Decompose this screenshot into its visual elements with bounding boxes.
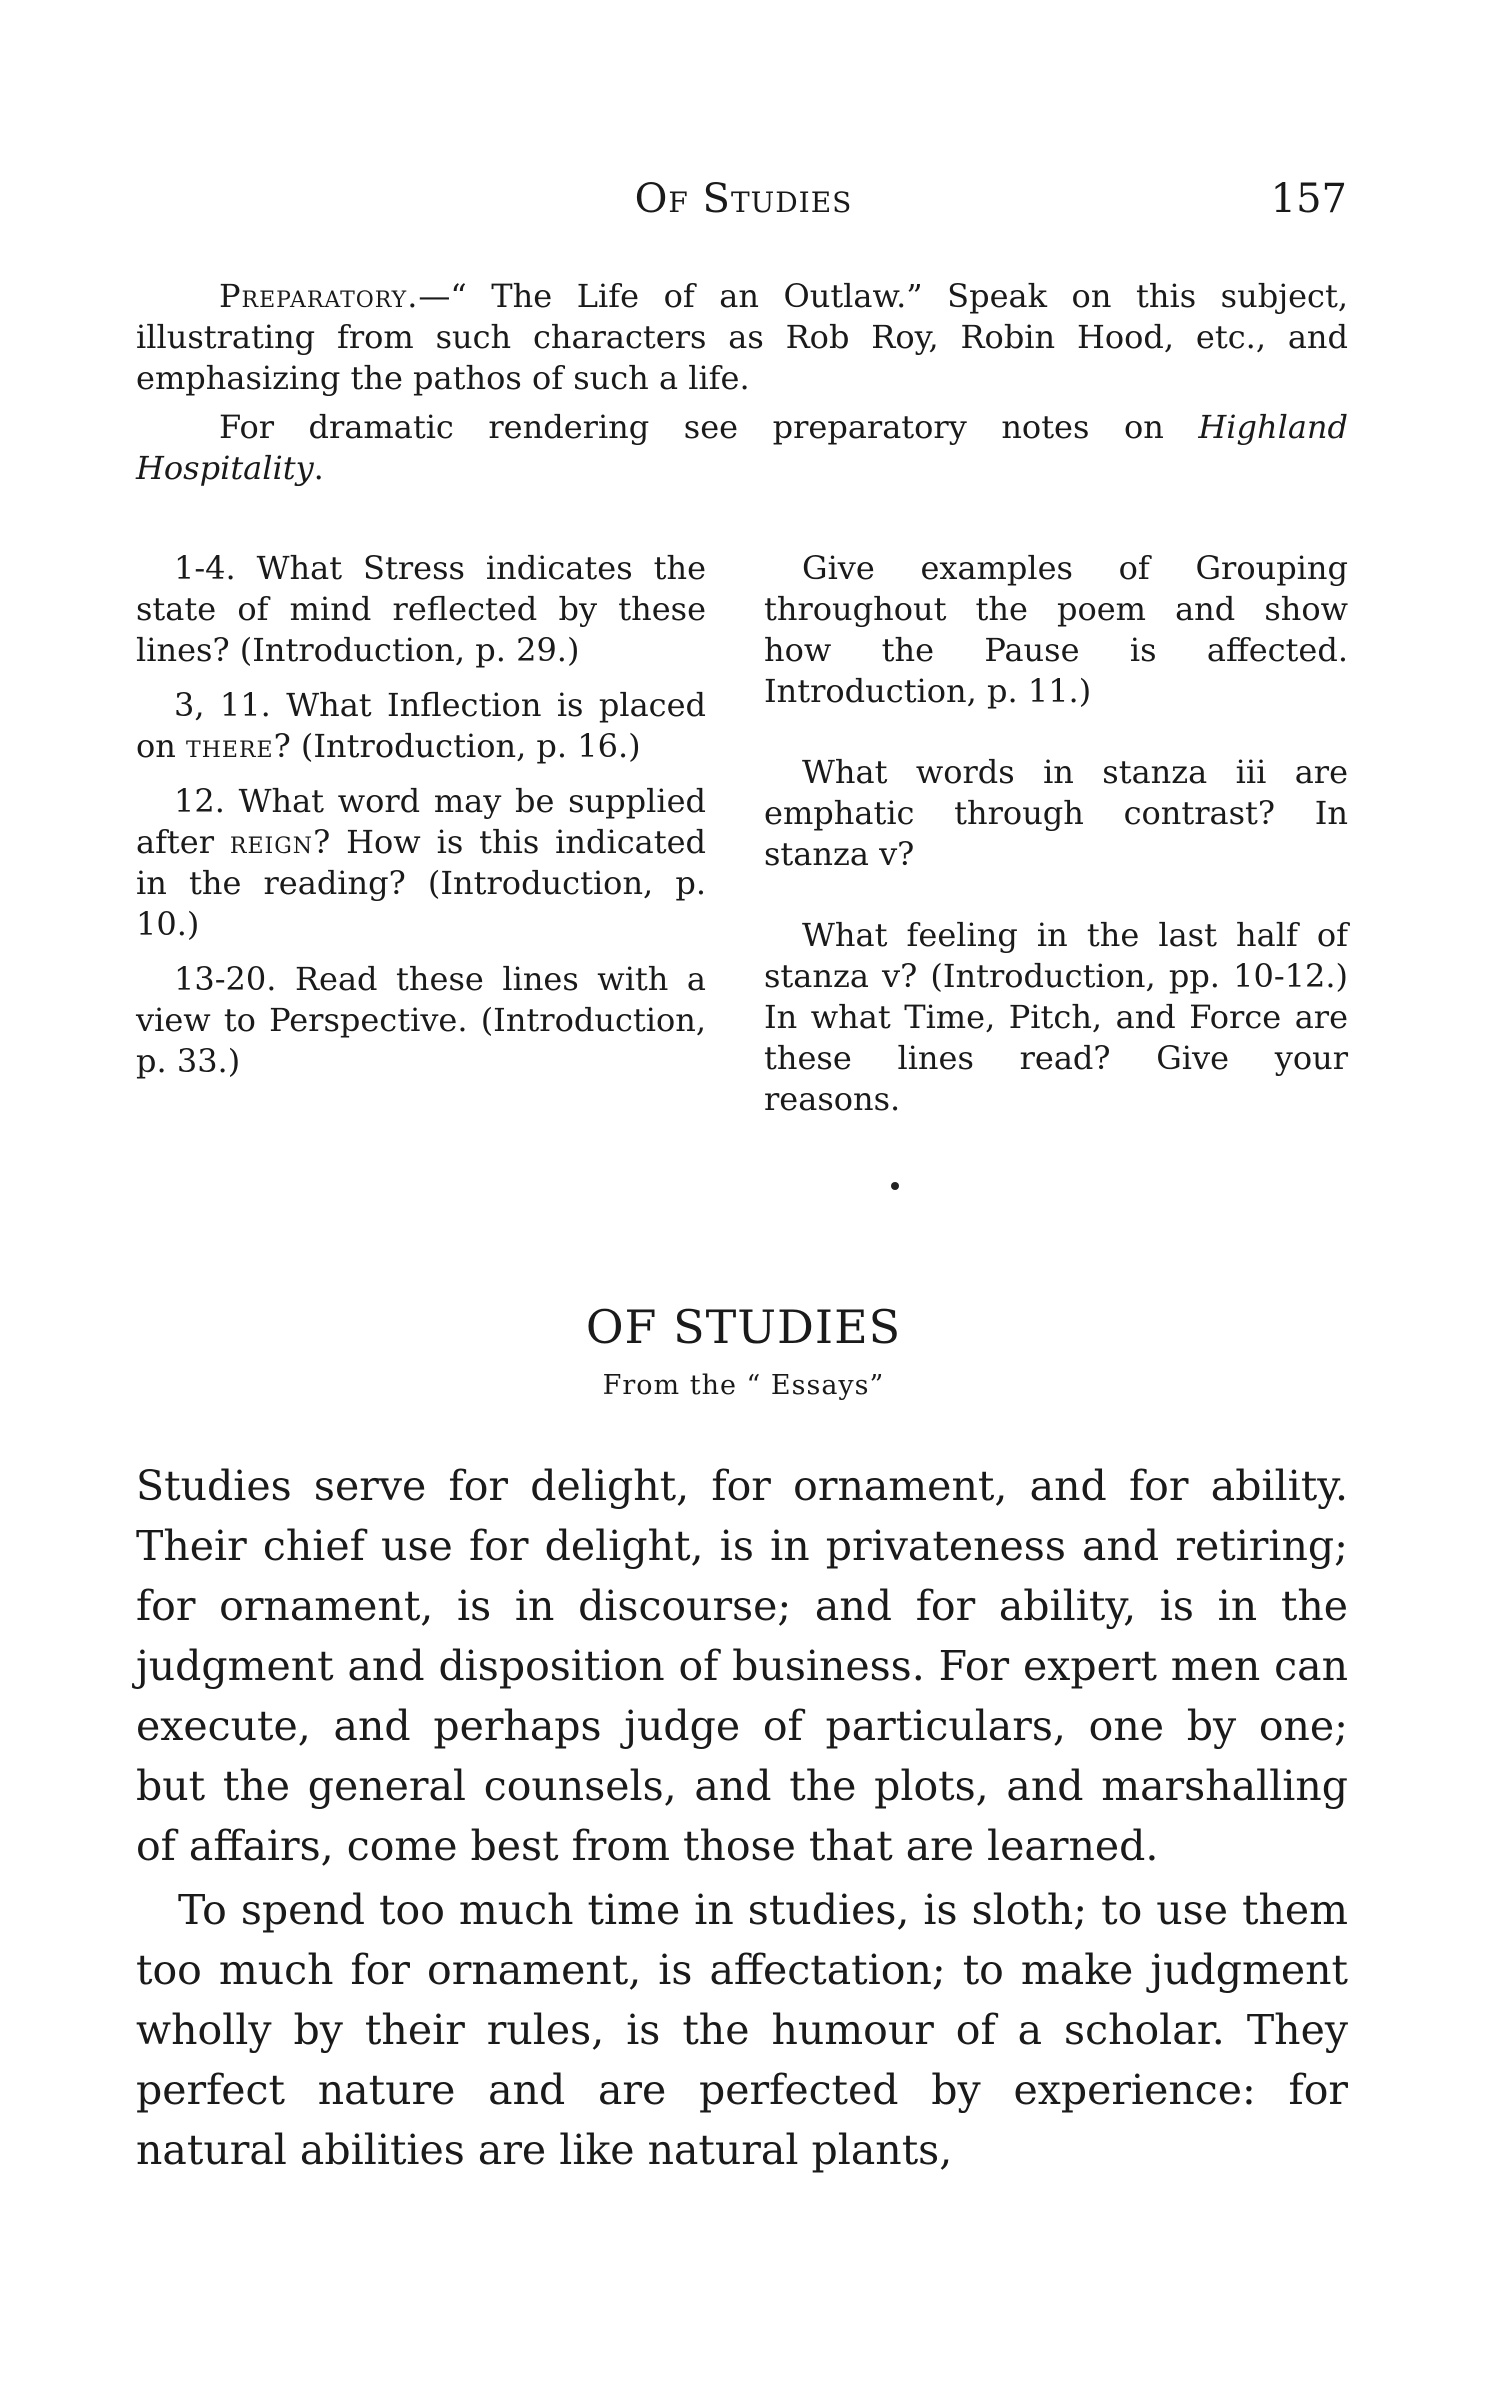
essay-subtitle: From the “ Essays” bbox=[602, 1370, 885, 1401]
note-text: 3, 11. What Inflection is placed on bbox=[136, 686, 706, 765]
preparatory-section bbox=[136, 276, 1348, 497]
note-item: Give examples of Grouping throughout the poem and show how the Pause is affected. Introduction, p. 11.) bbox=[764, 549, 1348, 710]
dramatic-end: . bbox=[313, 449, 324, 487]
preparatory-label: Preparatory. bbox=[219, 277, 419, 315]
note-text: 12. What word may be supplied after bbox=[136, 782, 706, 861]
essay-title: OF STUDIES bbox=[585, 1300, 902, 1354]
note-item: What words in stanza iii are emphatic through contrast? In stanza v? bbox=[764, 753, 1348, 873]
note-item bbox=[136, 781, 706, 945]
note-item: What feeling in the last half of stanza v? (Introduction, pp. 10-12.) In what Time, Pitch, and Force are these lines read? Give your reasons. bbox=[764, 916, 1348, 1118]
dramatic-rendering-note bbox=[136, 407, 1348, 489]
note-item: 1-4. What Stress indicates the state of mind reflected by these lines? (Introduction, p. 29.) bbox=[136, 549, 706, 669]
essay-paragraph: Studies serve for delight, for ornament, and for ability. Their chief use for delight, is in privateness and retiring; for ornament, is in discourse; and for ability, is in the judgment and disposition of business. For expert men can execute, and perhaps judge of particulars, one by one; but the general counsels, and the plots, and marshalling of affairs, come best from those that are learned. bbox=[136, 1462, 1348, 1870]
dramatic-reference: Highland Hospitality bbox=[136, 408, 1348, 487]
notes-left-column bbox=[136, 548, 706, 1096]
page-number: 157 bbox=[1270, 176, 1347, 222]
note-keyword: reign bbox=[229, 823, 314, 861]
note-item: 13-20. Read these lines with a view to Perspective. (Introduction, p. 33.) bbox=[136, 960, 706, 1080]
preparatory-text: —“ The Life of an Outlaw.” Speak on this subject, illustrating from such characters as Rob Roy, Robin Hood, etc., and emphasizing the pathos of such a life. bbox=[136, 277, 1348, 397]
note-item bbox=[136, 685, 706, 767]
dramatic-intro: For dramatic rendering see preparatory notes on bbox=[219, 408, 1199, 446]
running-title: Of Studies bbox=[634, 176, 853, 222]
essay-body bbox=[136, 1456, 1348, 2184]
notes-right-column bbox=[764, 548, 1348, 1160]
essay-paragraph: To spend too much time in studies, is sloth; to use them too much for ornament, is affectation; to make judgment wholly by their rules, is the humour of a scholar. They perfect nature and are perfected by experience: for natural abilities are like natural plants, bbox=[136, 1886, 1348, 2174]
note-text: ? (Introduction, p. 16.) bbox=[273, 727, 641, 765]
note-keyword: there bbox=[186, 727, 274, 765]
printer-dot bbox=[891, 1182, 899, 1190]
preparatory-paragraph bbox=[136, 276, 1348, 399]
note-text: ? How is this indicated in the reading? (Introduction, p. 10.) bbox=[136, 823, 707, 943]
